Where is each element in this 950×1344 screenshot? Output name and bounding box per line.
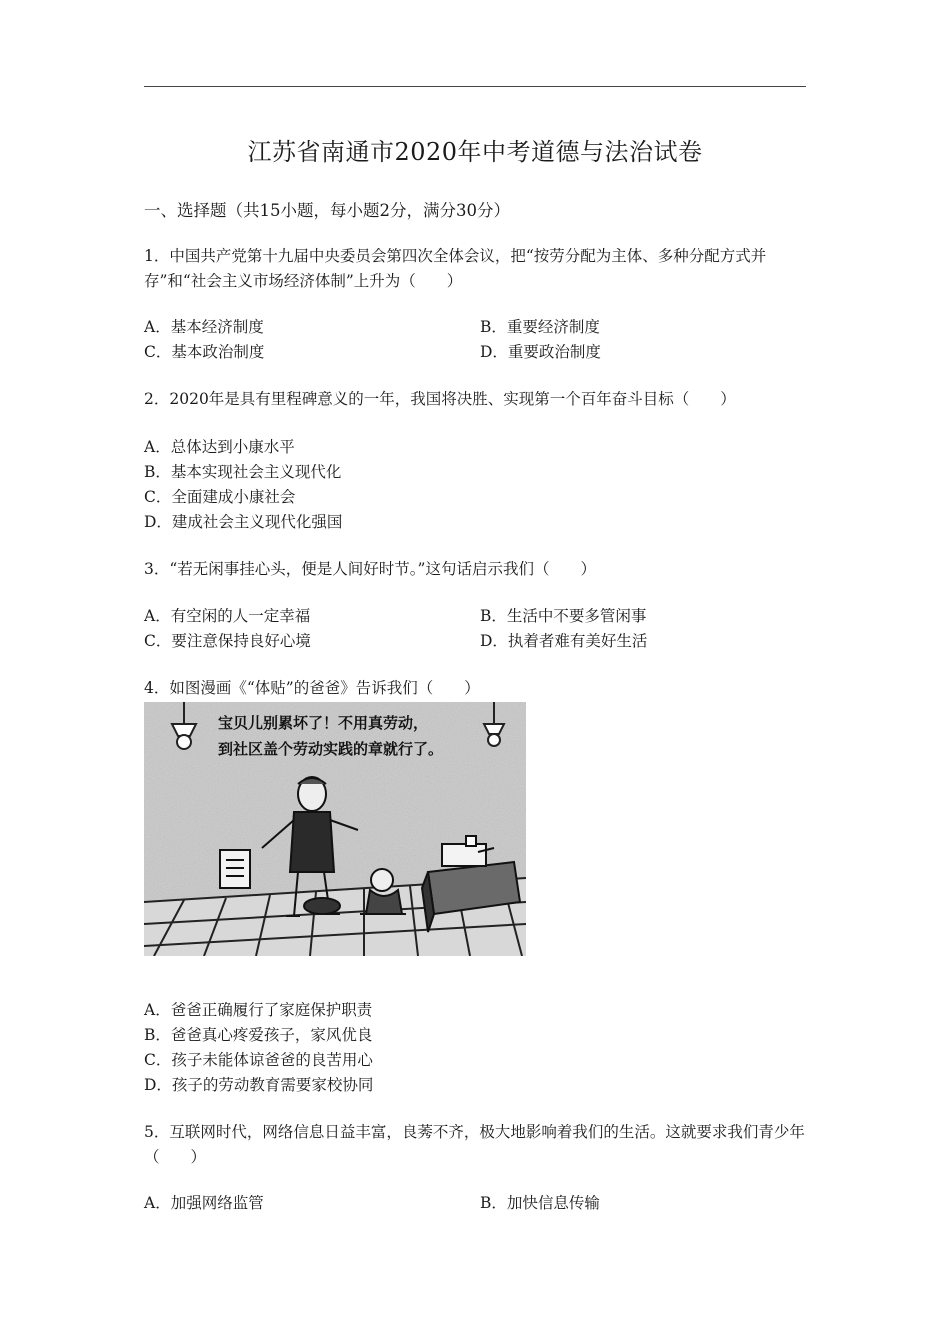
cartoon-image bbox=[144, 702, 526, 956]
question-1-option-c[interactable]: C．基本政治制度 bbox=[144, 343, 265, 361]
page-title: 江苏省南通市2020年中考道德与法治试卷 bbox=[247, 138, 703, 166]
question-5-option-b[interactable]: B．加快信息传输 bbox=[480, 1194, 600, 1212]
question-2-option-d[interactable]: D．建成社会主义现代化强国 bbox=[144, 513, 343, 531]
cartoon-caption-line-1: 宝贝儿别累坏了！不用真劳动， bbox=[218, 714, 429, 732]
question-3-option-c[interactable]: C．要注意保持良好心境 bbox=[144, 632, 311, 650]
question-1-option-b[interactable]: B．重要经济制度 bbox=[480, 318, 600, 336]
question-2-option-c[interactable]: C．全面建成小康社会 bbox=[144, 488, 296, 506]
header-rule bbox=[144, 86, 806, 87]
cartoon-caption-line-2: 到社区盖个劳动实践的章就行了。 bbox=[218, 740, 444, 758]
question-3-option-d[interactable]: D．执着者难有美好生活 bbox=[480, 632, 648, 650]
question-3-option-a[interactable]: A．有空闲的人一定幸福 bbox=[144, 607, 311, 625]
question-3-option-b[interactable]: B．生活中不要多管闲事 bbox=[480, 607, 647, 625]
question-4-option-d[interactable]: D．孩子的劳动教育需要家校协同 bbox=[144, 1076, 374, 1094]
question-2-option-b[interactable]: B．基本实现社会主义现代化 bbox=[144, 463, 342, 481]
question-5-option-a[interactable]: A．加强网络监管 bbox=[144, 1194, 264, 1212]
question-3-stem: 3．“若无闲事挂心头，便是人间好时节。”这句话启示我们（ ） bbox=[144, 560, 596, 578]
question-4-option-b[interactable]: B．爸爸真心疼爱孩子，家风优良 bbox=[144, 1026, 373, 1044]
question-4-option-a[interactable]: A．爸爸正确履行了家庭保护职责 bbox=[144, 1001, 373, 1019]
question-4-stem: 4．如图漫画《“体贴”的爸爸》告诉我们（ ） bbox=[144, 679, 480, 697]
question-1-option-d[interactable]: D．重要政治制度 bbox=[480, 343, 601, 361]
question-4-option-c[interactable]: C．孩子未能体谅爸爸的良苦用心 bbox=[144, 1051, 373, 1069]
question-2-stem: 2．2020年是具有里程碑意义的一年，我国将决胜、实现第一个百年奋斗目标（ ） bbox=[144, 390, 736, 408]
question-1-option-a[interactable]: A．基本经济制度 bbox=[144, 318, 264, 336]
question-5-stem: 5．互联网时代，网络信息日益丰富，良莠不齐，极大地影响着我们的生活。这就要求我们青少年（ ） bbox=[144, 1123, 805, 1166]
question-2-option-a[interactable]: A．总体达到小康水平 bbox=[144, 438, 295, 456]
question-1-stem: 1．中国共产党第十九届中央委员会第四次全体会议，把“按劳分配为主体、多种分配方式并存”和“社会主义市场经济体制”上升为（ ） bbox=[144, 247, 767, 290]
section-heading: 一、选择题（共15小题，每小题2分，满分30分） bbox=[144, 201, 510, 220]
